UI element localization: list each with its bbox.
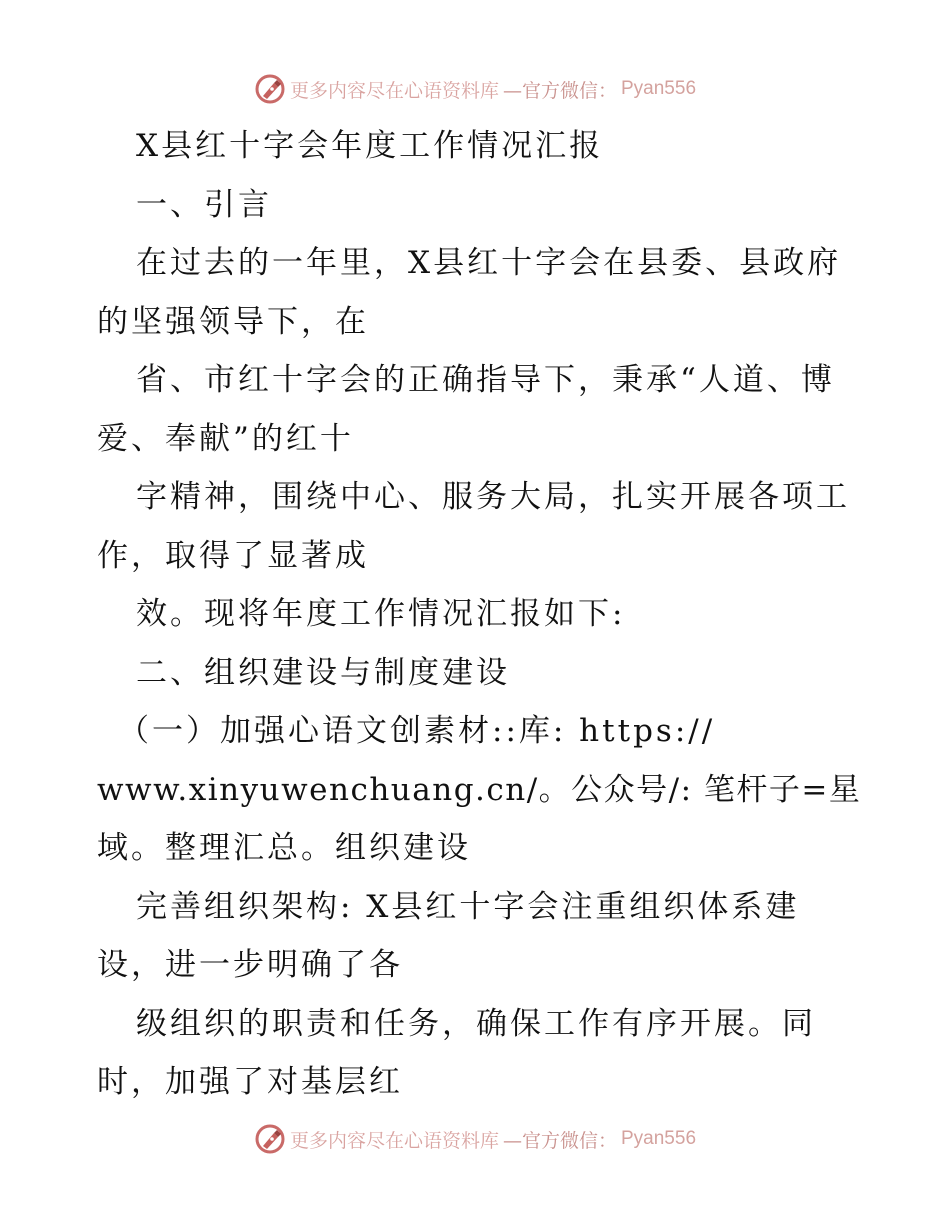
section-heading: 二、组织建设与制度建设 (136, 654, 510, 691)
paragraph-line: 效。现将年度工作情况汇报如下: (136, 596, 626, 632)
subsection-heading: （一）加强心语文创素材::库: https:// (118, 713, 716, 749)
paragraph-line: 爱、奉献”的红十 (97, 420, 354, 457)
paragraph-line: 字精神，围绕中心、服务大局，扎实开展各项工 (136, 479, 850, 515)
paragraph-line: 级组织的职责和任务，确保工作有序开展。同 (136, 1005, 816, 1042)
paragraph-line: 设，进一步明确了各 (97, 947, 403, 983)
paragraph-line: 完善组织架构: X县红十字会注重组织体系建 (136, 888, 800, 925)
pen-nib-icon (254, 1123, 286, 1155)
paragraph-line: 的坚强领导下，在 (97, 303, 369, 340)
paragraph-line: www.xinyuwenchuang.cn/。公众号/: 笔杆子=星 (97, 771, 862, 808)
paragraph-line: 作，取得了显著成 (97, 537, 369, 574)
document-title: X县红十字会年度工作情况汇报 (136, 128, 604, 164)
paragraph-line: 省、市红十字会的正确指导下，秉承“人道、博 (136, 362, 835, 398)
banner-wechat-id: Pyan556 (621, 1128, 697, 1149)
pen-nib-icon (254, 73, 286, 105)
paragraph-line: 域。整理汇总。组织建设 (97, 830, 471, 866)
paragraph-line: 时，加强了对基层红 (97, 1064, 403, 1100)
paragraph-line: 在过去的一年里，X县红十字会在县委、县政府 (136, 245, 842, 281)
banner-wechat-label: —官方微信： (502, 1129, 617, 1152)
document-body (0, 117, 950, 1112)
banner-brand-text: 更多内容尽在心语资料库 (289, 1129, 499, 1152)
banner-wechat-label: —官方微信： (502, 79, 617, 102)
section-heading: 一、引言 (136, 186, 272, 223)
banner-wechat-id: Pyan556 (621, 78, 697, 99)
banner-brand-text: 更多内容尽在心语资料库 (289, 79, 499, 102)
header-watermark-banner (0, 72, 950, 106)
footer-watermark-banner (0, 1122, 950, 1156)
